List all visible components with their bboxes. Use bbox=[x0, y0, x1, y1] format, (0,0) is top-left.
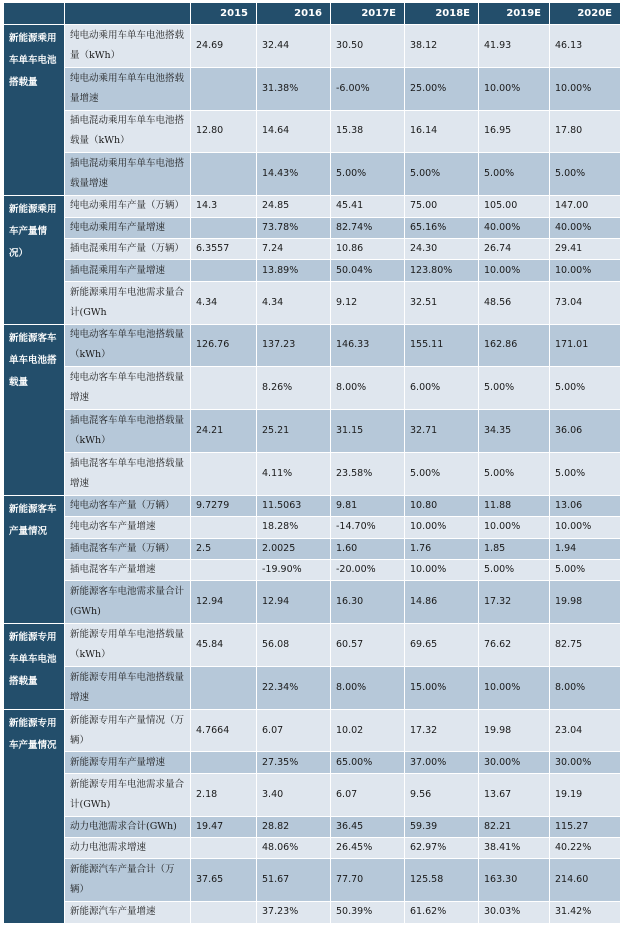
value-cell: 10.00% bbox=[479, 260, 550, 281]
value-cell: 32.44 bbox=[257, 25, 331, 68]
value-cell: 30.00% bbox=[479, 752, 550, 773]
value-cell: 34.35 bbox=[479, 410, 550, 453]
value-cell: 6.07 bbox=[257, 709, 331, 752]
value-cell: 8.00% bbox=[331, 367, 405, 410]
metric-label: 新能源专用车产量增速 bbox=[65, 752, 191, 773]
value-cell: 115.27 bbox=[550, 816, 621, 837]
value-cell: 2.5 bbox=[191, 538, 257, 559]
value-cell: 50.04% bbox=[331, 260, 405, 281]
value-cell: 73.78% bbox=[257, 217, 331, 238]
value-cell: 10.00% bbox=[479, 67, 550, 110]
table-row bbox=[4, 773, 621, 816]
value-cell: 38.41% bbox=[479, 838, 550, 859]
metric-label: 插电混乘用车产量（万辆） bbox=[65, 238, 191, 259]
header-year-2017e: 2017E bbox=[331, 3, 405, 25]
value-cell: 15.38 bbox=[331, 110, 405, 153]
table-row bbox=[4, 410, 621, 453]
value-cell: 14.43% bbox=[257, 153, 331, 196]
value-cell: 26.74 bbox=[479, 238, 550, 259]
value-cell: 62.97% bbox=[405, 838, 479, 859]
metric-label: 插电混客车产量增速 bbox=[65, 559, 191, 580]
value-cell: 13.89% bbox=[257, 260, 331, 281]
value-cell: 24.21 bbox=[191, 410, 257, 453]
table-row bbox=[4, 902, 621, 923]
header-blank-metric bbox=[65, 3, 191, 25]
value-cell: 162.86 bbox=[479, 324, 550, 367]
value-cell: 32.51 bbox=[405, 281, 479, 324]
table-row bbox=[4, 624, 621, 667]
value-cell: 16.95 bbox=[479, 110, 550, 153]
value-cell: 6.07 bbox=[331, 773, 405, 816]
value-cell: 14.3 bbox=[191, 196, 257, 217]
metric-label: 纯电动乘用车产量（万辆） bbox=[65, 196, 191, 217]
value-cell: -19.90% bbox=[257, 559, 331, 580]
value-cell bbox=[191, 367, 257, 410]
table-row bbox=[4, 110, 621, 153]
value-cell: 5.00% bbox=[405, 452, 479, 495]
value-cell: 19.19 bbox=[550, 773, 621, 816]
value-cell: 125.58 bbox=[405, 859, 479, 902]
metric-label: 动力电池需求增速 bbox=[65, 838, 191, 859]
value-cell: 30.00% bbox=[550, 752, 621, 773]
value-cell: 1.85 bbox=[479, 538, 550, 559]
value-cell: 10.00% bbox=[550, 260, 621, 281]
metric-label: 新能源专用单车电池搭载量（kWh） bbox=[65, 624, 191, 667]
value-cell: 18.28% bbox=[257, 517, 331, 538]
value-cell: 73.04 bbox=[550, 281, 621, 324]
value-cell: 10.86 bbox=[331, 238, 405, 259]
header-year-2016: 2016 bbox=[257, 3, 331, 25]
group-label: 新能源专用车产量情况 bbox=[4, 709, 65, 923]
value-cell: 14.86 bbox=[405, 581, 479, 624]
value-cell: 25.21 bbox=[257, 410, 331, 453]
value-cell: 12.94 bbox=[257, 581, 331, 624]
value-cell: 147.00 bbox=[550, 196, 621, 217]
table-row bbox=[4, 752, 621, 773]
metric-label: 新能源乘用车电池需求量合计(GWh bbox=[65, 281, 191, 324]
value-cell: 155.11 bbox=[405, 324, 479, 367]
value-cell: 61.62% bbox=[405, 902, 479, 923]
value-cell: -14.70% bbox=[331, 517, 405, 538]
metric-label: 新能源专用车电池需求量合计(GWh) bbox=[65, 773, 191, 816]
value-cell: 10.00% bbox=[550, 67, 621, 110]
value-cell: 126.76 bbox=[191, 324, 257, 367]
value-cell: 214.60 bbox=[550, 859, 621, 902]
value-cell: 12.80 bbox=[191, 110, 257, 153]
table-row bbox=[4, 217, 621, 238]
value-cell: 40.00% bbox=[550, 217, 621, 238]
battery-demand-table bbox=[3, 2, 621, 924]
metric-label: 纯电动客车产量（万辆） bbox=[65, 495, 191, 516]
value-cell: 77.70 bbox=[331, 859, 405, 902]
metric-label: 插电混客车产量（万辆） bbox=[65, 538, 191, 559]
value-cell: 76.62 bbox=[479, 624, 550, 667]
value-cell: 5.00% bbox=[550, 559, 621, 580]
value-cell: 10.00% bbox=[405, 517, 479, 538]
table-row bbox=[4, 666, 621, 709]
value-cell: 10.02 bbox=[331, 709, 405, 752]
group-label: 新能源客车产量情况 bbox=[4, 495, 65, 623]
value-cell: 4.11% bbox=[257, 452, 331, 495]
value-cell: 24.85 bbox=[257, 196, 331, 217]
value-cell: 11.88 bbox=[479, 495, 550, 516]
metric-label: 纯电动乘用车单车电池搭载量（kWh） bbox=[65, 25, 191, 68]
value-cell: 6.00% bbox=[405, 367, 479, 410]
value-cell: 12.94 bbox=[191, 581, 257, 624]
table-row bbox=[4, 816, 621, 837]
value-cell: 8.26% bbox=[257, 367, 331, 410]
metric-label: 新能源汽车产量合计（万辆） bbox=[65, 859, 191, 902]
value-cell bbox=[191, 666, 257, 709]
value-cell: 8.00% bbox=[550, 666, 621, 709]
metric-label: 插电混客车单车电池搭载量（kWh） bbox=[65, 410, 191, 453]
table-row bbox=[4, 581, 621, 624]
value-cell: 38.12 bbox=[405, 25, 479, 68]
value-cell: 22.34% bbox=[257, 666, 331, 709]
value-cell: 6.3557 bbox=[191, 238, 257, 259]
value-cell: 5.00% bbox=[550, 367, 621, 410]
value-cell: 9.7279 bbox=[191, 495, 257, 516]
table-row bbox=[4, 559, 621, 580]
value-cell: 75.00 bbox=[405, 196, 479, 217]
group-label: 新能源专用车单车电池搭载量 bbox=[4, 624, 65, 710]
value-cell: 5.00% bbox=[405, 153, 479, 196]
value-cell: 69.65 bbox=[405, 624, 479, 667]
value-cell: 60.57 bbox=[331, 624, 405, 667]
value-cell: 9.81 bbox=[331, 495, 405, 516]
value-cell: 82.74% bbox=[331, 217, 405, 238]
value-cell: 105.00 bbox=[479, 196, 550, 217]
value-cell: 27.35% bbox=[257, 752, 331, 773]
value-cell bbox=[191, 559, 257, 580]
table-row bbox=[4, 67, 621, 110]
metric-label: 动力电池需求合计(GWh) bbox=[65, 816, 191, 837]
value-cell: 4.34 bbox=[191, 281, 257, 324]
value-cell: 8.00% bbox=[331, 666, 405, 709]
value-cell: 19.47 bbox=[191, 816, 257, 837]
table-body bbox=[4, 25, 621, 924]
table-row bbox=[4, 281, 621, 324]
value-cell: 45.84 bbox=[191, 624, 257, 667]
value-cell: 1.94 bbox=[550, 538, 621, 559]
header-blank-group bbox=[4, 3, 65, 25]
value-cell: 17.32 bbox=[479, 581, 550, 624]
value-cell: 3.40 bbox=[257, 773, 331, 816]
value-cell: 28.82 bbox=[257, 816, 331, 837]
value-cell: 46.13 bbox=[550, 25, 621, 68]
metric-label: 新能源客车电池需求量合计(GWh) bbox=[65, 581, 191, 624]
value-cell: 16.30 bbox=[331, 581, 405, 624]
metric-label: 纯电动客车单车电池搭载量增速 bbox=[65, 367, 191, 410]
value-cell: 14.64 bbox=[257, 110, 331, 153]
table-row bbox=[4, 153, 621, 196]
header-row bbox=[4, 3, 621, 25]
value-cell: 11.5063 bbox=[257, 495, 331, 516]
table-row bbox=[4, 709, 621, 752]
value-cell bbox=[191, 838, 257, 859]
value-cell: 24.30 bbox=[405, 238, 479, 259]
value-cell: 25.00% bbox=[405, 67, 479, 110]
header-year-2020e: 2020E bbox=[550, 3, 621, 25]
value-cell: 36.45 bbox=[331, 816, 405, 837]
value-cell: 31.42% bbox=[550, 902, 621, 923]
value-cell: 10.00% bbox=[479, 666, 550, 709]
value-cell: 10.00% bbox=[405, 559, 479, 580]
header-year-2019e: 2019E bbox=[479, 3, 550, 25]
metric-label: 新能源汽车产量增速 bbox=[65, 902, 191, 923]
value-cell: 37.23% bbox=[257, 902, 331, 923]
value-cell: 10.80 bbox=[405, 495, 479, 516]
value-cell: 82.21 bbox=[479, 816, 550, 837]
table-row bbox=[4, 452, 621, 495]
value-cell: 40.22% bbox=[550, 838, 621, 859]
metric-label: 插电混乘用车产量增速 bbox=[65, 260, 191, 281]
metric-label: 新能源专用单车电池搭载量增速 bbox=[65, 666, 191, 709]
header-year-2018e: 2018E bbox=[405, 3, 479, 25]
value-cell: 51.67 bbox=[257, 859, 331, 902]
value-cell: 1.76 bbox=[405, 538, 479, 559]
value-cell: -6.00% bbox=[331, 67, 405, 110]
value-cell: 19.98 bbox=[479, 709, 550, 752]
metric-label: 插电混动乘用车单车电池搭载量（kWh） bbox=[65, 110, 191, 153]
value-cell: 5.00% bbox=[550, 452, 621, 495]
table-row bbox=[4, 517, 621, 538]
value-cell: 59.39 bbox=[405, 816, 479, 837]
table-row bbox=[4, 838, 621, 859]
value-cell: 10.00% bbox=[550, 517, 621, 538]
value-cell: 23.58% bbox=[331, 452, 405, 495]
group-label: 新能源乘用车产量情况） bbox=[4, 196, 65, 324]
value-cell: 48.06% bbox=[257, 838, 331, 859]
value-cell: 5.00% bbox=[479, 559, 550, 580]
metric-label: 纯电动客车单车电池搭载量（kWh） bbox=[65, 324, 191, 367]
value-cell: 4.34 bbox=[257, 281, 331, 324]
group-label: 新能源乘用车单车电池搭载量 bbox=[4, 25, 65, 196]
value-cell: 9.56 bbox=[405, 773, 479, 816]
value-cell: 4.7664 bbox=[191, 709, 257, 752]
value-cell bbox=[191, 260, 257, 281]
value-cell: 48.56 bbox=[479, 281, 550, 324]
table-row bbox=[4, 324, 621, 367]
value-cell: 65.16% bbox=[405, 217, 479, 238]
value-cell bbox=[191, 752, 257, 773]
metric-label: 新能源专用车产量情况（万辆） bbox=[65, 709, 191, 752]
value-cell: 17.32 bbox=[405, 709, 479, 752]
value-cell bbox=[191, 452, 257, 495]
value-cell: 137.23 bbox=[257, 324, 331, 367]
value-cell: 5.00% bbox=[479, 153, 550, 196]
value-cell: 32.71 bbox=[405, 410, 479, 453]
value-cell: 5.00% bbox=[479, 452, 550, 495]
value-cell: 37.00% bbox=[405, 752, 479, 773]
header-year-2015: 2015 bbox=[191, 3, 257, 25]
value-cell: 37.65 bbox=[191, 859, 257, 902]
value-cell: 26.45% bbox=[331, 838, 405, 859]
value-cell: 40.00% bbox=[479, 217, 550, 238]
value-cell: 31.15 bbox=[331, 410, 405, 453]
value-cell: 36.06 bbox=[550, 410, 621, 453]
value-cell bbox=[191, 67, 257, 110]
value-cell: 7.24 bbox=[257, 238, 331, 259]
value-cell: 5.00% bbox=[479, 367, 550, 410]
value-cell: 123.80% bbox=[405, 260, 479, 281]
metric-label: 纯电动乘用车单车电池搭载量增速 bbox=[65, 67, 191, 110]
value-cell: 13.67 bbox=[479, 773, 550, 816]
value-cell: 29.41 bbox=[550, 238, 621, 259]
value-cell bbox=[191, 217, 257, 238]
value-cell: 23.04 bbox=[550, 709, 621, 752]
metric-label: 纯电动乘用车产量增速 bbox=[65, 217, 191, 238]
value-cell: 24.69 bbox=[191, 25, 257, 68]
value-cell: 10.00% bbox=[479, 517, 550, 538]
table-row bbox=[4, 495, 621, 516]
value-cell: 82.75 bbox=[550, 624, 621, 667]
value-cell bbox=[191, 153, 257, 196]
value-cell: 50.39% bbox=[331, 902, 405, 923]
metric-label: 纯电动客车产量增速 bbox=[65, 517, 191, 538]
table-row bbox=[4, 538, 621, 559]
value-cell: 2.18 bbox=[191, 773, 257, 816]
value-cell: -20.00% bbox=[331, 559, 405, 580]
value-cell: 45.41 bbox=[331, 196, 405, 217]
value-cell: 17.80 bbox=[550, 110, 621, 153]
value-cell: 163.30 bbox=[479, 859, 550, 902]
table-row bbox=[4, 238, 621, 259]
value-cell: 13.06 bbox=[550, 495, 621, 516]
value-cell: 30.03% bbox=[479, 902, 550, 923]
value-cell: 56.08 bbox=[257, 624, 331, 667]
value-cell: 1.60 bbox=[331, 538, 405, 559]
value-cell: 5.00% bbox=[550, 153, 621, 196]
value-cell: 15.00% bbox=[405, 666, 479, 709]
value-cell: 30.50 bbox=[331, 25, 405, 68]
table-row bbox=[4, 859, 621, 902]
value-cell: 65.00% bbox=[331, 752, 405, 773]
metric-label: 插电混客车单车电池搭载量增速 bbox=[65, 452, 191, 495]
value-cell bbox=[191, 517, 257, 538]
value-cell bbox=[191, 902, 257, 923]
table-row bbox=[4, 260, 621, 281]
value-cell: 41.93 bbox=[479, 25, 550, 68]
table-row bbox=[4, 367, 621, 410]
value-cell: 19.98 bbox=[550, 581, 621, 624]
value-cell: 171.01 bbox=[550, 324, 621, 367]
table-row bbox=[4, 196, 621, 217]
group-label: 新能源客车单车电池搭载量 bbox=[4, 324, 65, 495]
value-cell: 31.38% bbox=[257, 67, 331, 110]
value-cell: 5.00% bbox=[331, 153, 405, 196]
value-cell: 2.0025 bbox=[257, 538, 331, 559]
metric-label: 插电混动乘用车单车电池搭载量增速 bbox=[65, 153, 191, 196]
value-cell: 16.14 bbox=[405, 110, 479, 153]
table-row bbox=[4, 25, 621, 68]
value-cell: 146.33 bbox=[331, 324, 405, 367]
value-cell: 9.12 bbox=[331, 281, 405, 324]
